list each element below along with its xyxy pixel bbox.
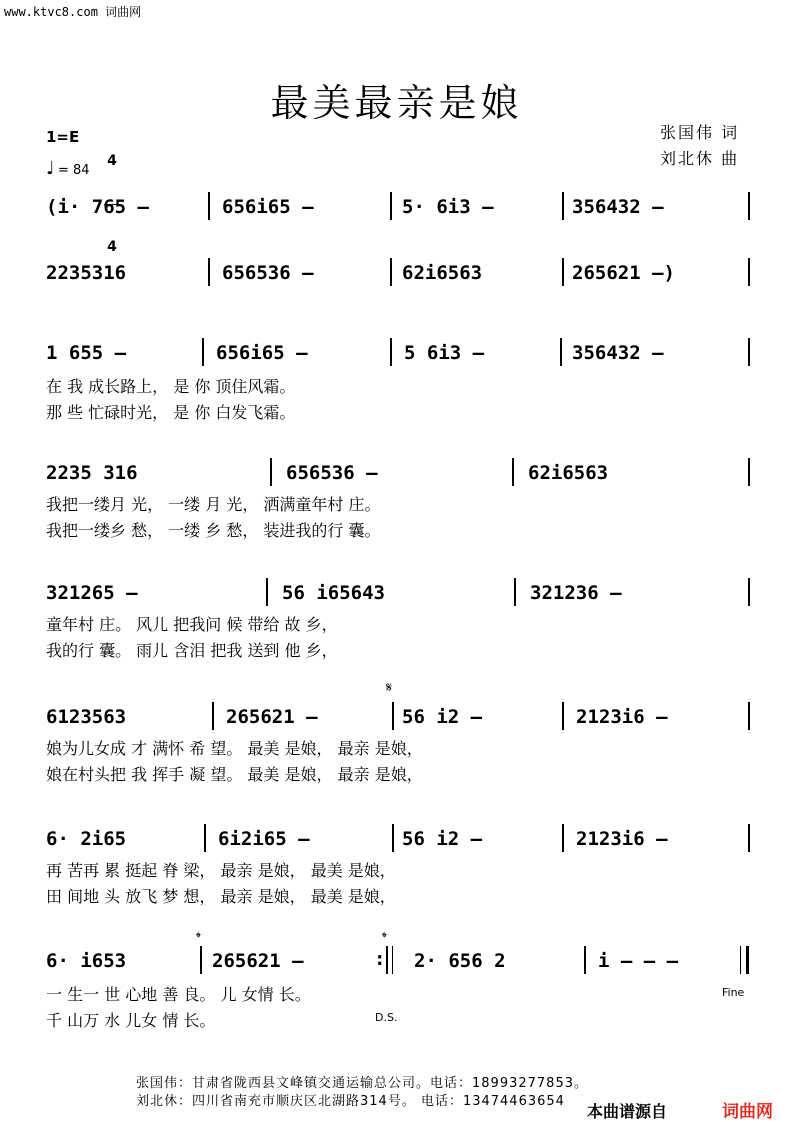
measure: 2235 316 — [46, 462, 138, 484]
final-barline — [740, 946, 741, 974]
barline — [562, 824, 564, 852]
measure: 2235316 — [46, 262, 127, 284]
barline — [202, 338, 204, 366]
barline — [748, 578, 750, 606]
barline — [584, 946, 586, 974]
barline — [392, 824, 394, 852]
barline — [748, 458, 750, 486]
barline — [212, 702, 214, 730]
fine-mark: Fine — [722, 986, 745, 999]
measure: 6i2i65 – — [218, 828, 310, 850]
quarter-note-icon: ♩ — [46, 158, 55, 179]
lyric-line: 童年村 庄。 风儿 把我问 候 带给 故 乡， — [46, 615, 338, 634]
composer-credit: 刘北休 曲 — [660, 149, 740, 168]
measure: 2123i6 – — [576, 828, 668, 850]
measure: 321265 – — [46, 582, 138, 604]
measure: 321236 – — [530, 582, 622, 604]
barline — [200, 946, 202, 974]
song-title: 最美最亲是娘 — [270, 81, 523, 125]
measure: 62i6563 — [402, 262, 483, 284]
source-label: 本曲谱源自 — [585, 1099, 669, 1122]
measure: 1 655 – — [46, 342, 127, 364]
barline — [562, 702, 564, 730]
measure: 56 i2 – — [402, 706, 483, 728]
barline — [204, 824, 206, 852]
lyricist-credit: 张国伟 词 — [660, 123, 740, 142]
barline — [208, 192, 210, 220]
barline — [748, 192, 750, 220]
measure: 2· 656 2 — [414, 950, 506, 972]
barline — [748, 258, 750, 286]
lyric-line: 我的行 囊。 雨儿 含泪 把我 送到 他 乡， — [46, 641, 338, 660]
final-barline — [746, 946, 749, 974]
meter-top: 4 — [107, 153, 117, 169]
barline — [386, 946, 388, 974]
measure: 656536 – — [222, 262, 314, 284]
measure: (i· 765 – — [46, 196, 149, 218]
ds-mark: D.S. — [375, 1011, 398, 1024]
lyric-line: 我把一缕月 光， 一缕 月 光， 洒满童年村 庄。 — [46, 495, 381, 514]
barline — [560, 338, 562, 366]
lyric-line: 我把一缕乡 愁， 一缕 乡 愁， 装进我的行 囊。 — [46, 521, 381, 540]
barline — [512, 458, 514, 486]
barline — [748, 824, 750, 852]
measure: 656i65 – — [216, 342, 308, 364]
site-watermark: www.ktvc8.com 词曲网 — [4, 5, 142, 19]
footer-contact-2: 刘北休：四川省南充市顺庆区北湖路314号。 电话：13474463654 — [136, 1094, 565, 1109]
coda-icon: 𝄌 — [196, 930, 201, 946]
barline — [562, 192, 564, 220]
barline — [390, 338, 392, 366]
lyric-line: 娘为儿女成 才 满怀 希 望。 最美 是娘， 最亲 是娘， — [46, 739, 423, 758]
coda-icon: 𝄌 — [382, 930, 387, 946]
repeat-end-icon: : — [374, 948, 386, 970]
measure: 2123i6 – — [576, 706, 668, 728]
lyric-line: 千 山万 水 儿女 情 长。 — [46, 1011, 216, 1030]
tempo: = 84 — [58, 163, 90, 178]
barline — [208, 258, 210, 286]
site-logo[interactable]: 词曲网 — [722, 1102, 773, 1122]
lyric-line: 在 我 成长路上， 是 你 顶住风霜。 — [46, 377, 296, 396]
measure: 265621 – — [226, 706, 318, 728]
measure: 656536 – — [286, 462, 378, 484]
measure: 5· 6i3 – — [402, 196, 494, 218]
measure: 6123563 — [46, 706, 127, 728]
barline — [390, 258, 392, 286]
lyric-line: 田 间地 头 放飞 梦 想， 最亲 是娘， 最美 是娘， — [46, 887, 396, 906]
barline — [748, 338, 750, 366]
measure: 265621 – — [212, 950, 304, 972]
barline — [270, 458, 272, 486]
barline — [392, 946, 393, 974]
barline — [562, 258, 564, 286]
lyric-line: 再 苦再 累 挺起 脊 梁， 最亲 是娘， 最美 是娘， — [46, 861, 396, 880]
measure: 62i6563 — [528, 462, 609, 484]
measure: 6· 2i65 — [46, 828, 127, 850]
lyric-line: 娘在村头把 我 挥手 凝 望。 最美 是娘， 最亲 是娘， — [46, 765, 423, 784]
meter-bottom: 4 — [107, 239, 117, 255]
lyric-line: 那 些 忙碌时光， 是 你 白发飞霜。 — [46, 403, 296, 422]
measure: 5 6i3 – — [404, 342, 485, 364]
measure: 56 i65643 — [282, 582, 385, 604]
measure: 265621 –) — [572, 262, 675, 284]
barline — [514, 578, 516, 606]
lyric-line: 一 生一 世 心地 善 良。 儿 女情 长。 — [46, 985, 311, 1004]
measure: 356432 – — [572, 342, 664, 364]
footer-contact-1: 张国伟：甘肃省陇西县文峰镇交通运输总公司。电话：18993277853。 — [136, 1076, 588, 1091]
barline — [748, 702, 750, 730]
measure: 356432 – — [572, 196, 664, 218]
measure: 56 i2 – — [402, 828, 483, 850]
measure: 6· i653 — [46, 950, 127, 972]
barline — [266, 578, 268, 606]
measure: 656i65 – — [222, 196, 314, 218]
barline — [390, 192, 392, 220]
measure: i – – – — [598, 950, 679, 972]
segno-icon: 𝄋 — [386, 680, 393, 696]
key-signature: 1=E — [46, 128, 80, 146]
barline — [392, 702, 394, 730]
